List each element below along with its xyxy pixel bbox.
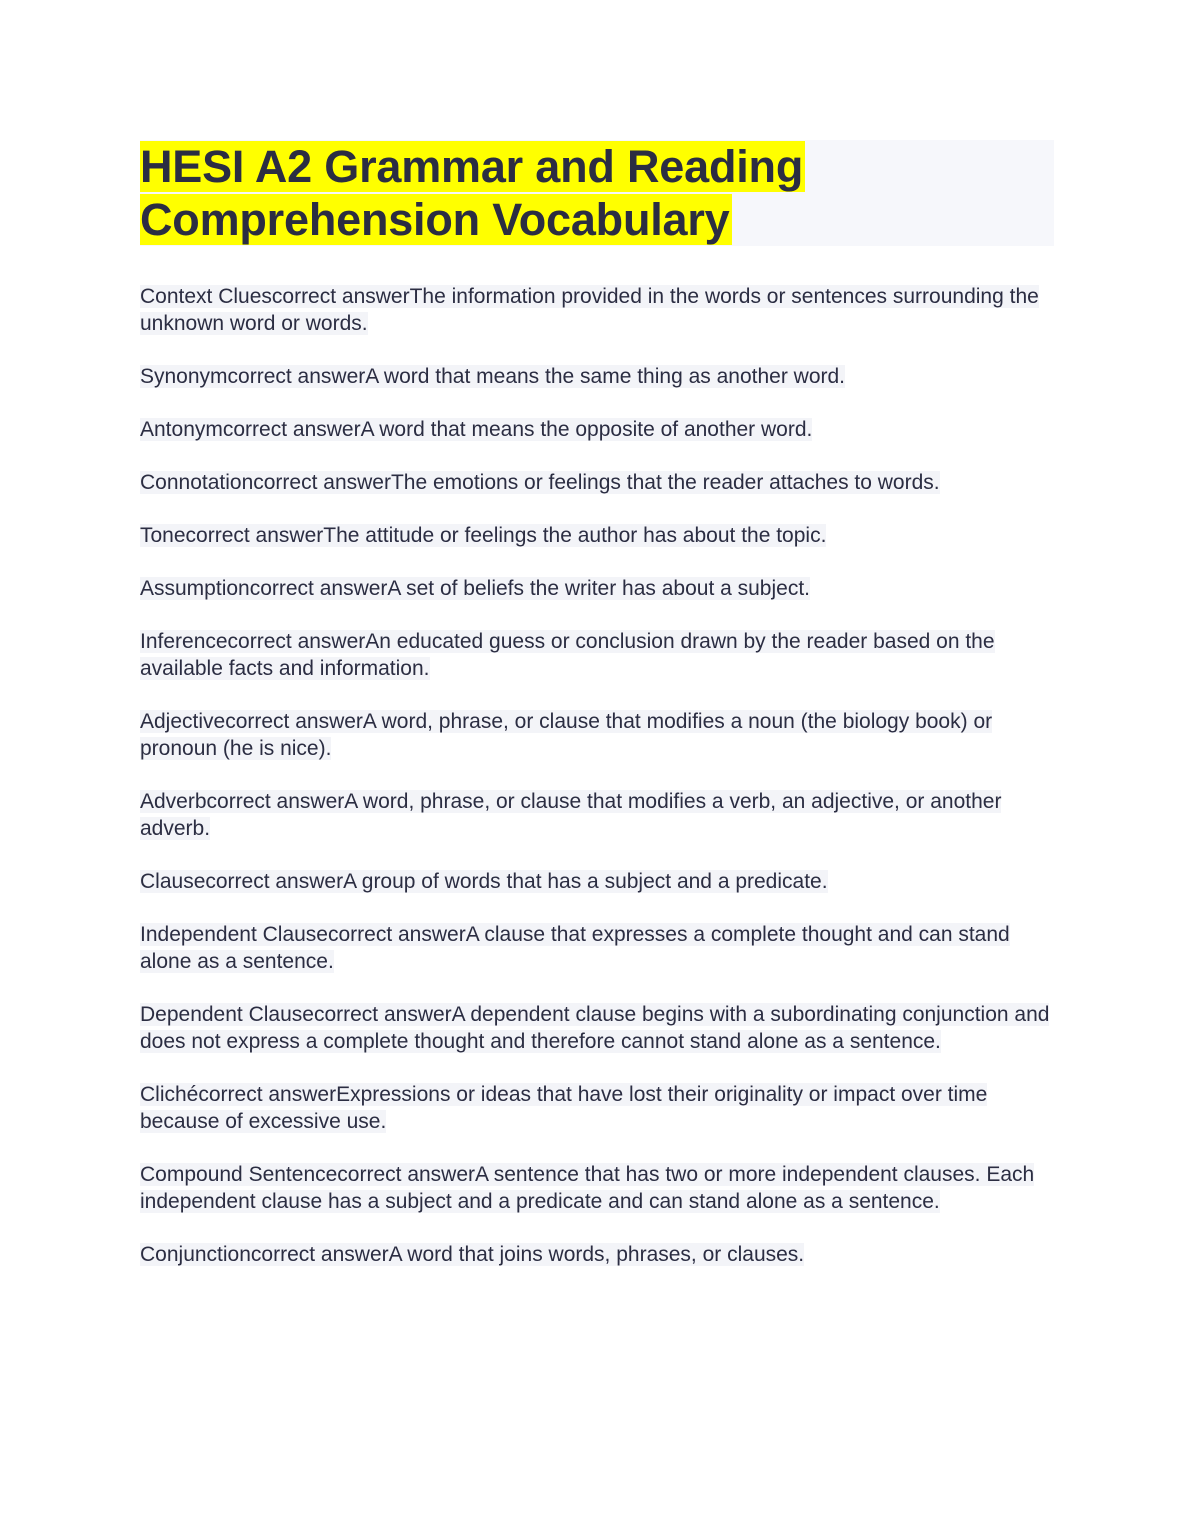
document-page: [140, 140, 1054, 1294]
title-line-1: HESI A2 Grammar and Reading: [140, 141, 804, 192]
vocab-entry-adjective: Adjectivecorrect answerA word, phrase, or clause that modifies a noun (the biology book) or pronoun (he is nice).: [140, 710, 993, 760]
vocab-entry-conjunction: Conjunctioncorrect answerA word that joins words, phrases, or clauses.: [140, 1243, 805, 1266]
vocab-entry-clause: Clausecorrect answerA group of words that has a subject and a predicate.: [140, 870, 828, 893]
vocab-entry-antonym: Antonymcorrect answerA word that means the opposite of another word.: [140, 418, 813, 441]
vocab-entry-synonym: Synonymcorrect answerA word that means the same thing as another word.: [140, 365, 846, 388]
vocab-entry-cliche: Clichécorrect answerExpressions or ideas that have lost their originality or impact over time because of excessive use.: [140, 1083, 988, 1133]
vocab-entry-connotation: Connotationcorrect answerThe emotions or feelings that the reader attaches to words.: [140, 471, 940, 494]
vocab-entry-independent-clause: Independent Clausecorrect answerA clause that expresses a complete thought and can stand alone as a sentence.: [140, 923, 1010, 973]
document-title: [140, 140, 1054, 246]
vocabulary-list: [140, 283, 1054, 1268]
title-block: [140, 140, 1054, 246]
vocab-entry-context-clues: Context Cluescorrect answerThe information provided in the words or sentences surrounding the unknown word or words.: [140, 285, 1039, 335]
vocab-entry-dependent-clause: Dependent Clausecorrect answerA dependent clause begins with a subordinating conjunction and does not express a complete thought and therefore cannot stand alone as a sentence.: [140, 1003, 1050, 1053]
vocab-entry-assumption: Assumptioncorrect answerA set of beliefs the writer has about a subject.: [140, 577, 811, 600]
vocab-entry-compound-sentence: Compound Sentencecorrect answerA sentence that has two or more independent clauses. Each independent clause has a subject and a predicate and can stand alone as a sentence.: [140, 1163, 1035, 1213]
vocab-entry-adverb: Adverbcorrect answerA word, phrase, or clause that modifies a verb, an adjective, or another adverb.: [140, 790, 1002, 840]
vocab-entry-inference: Inferencecorrect answerAn educated guess or conclusion drawn by the reader based on the available facts and information.: [140, 630, 995, 680]
vocab-entry-tone: Tonecorrect answerThe attitude or feelings the author has about the topic.: [140, 524, 827, 547]
title-line-2: Comprehension Vocabulary: [140, 194, 730, 245]
